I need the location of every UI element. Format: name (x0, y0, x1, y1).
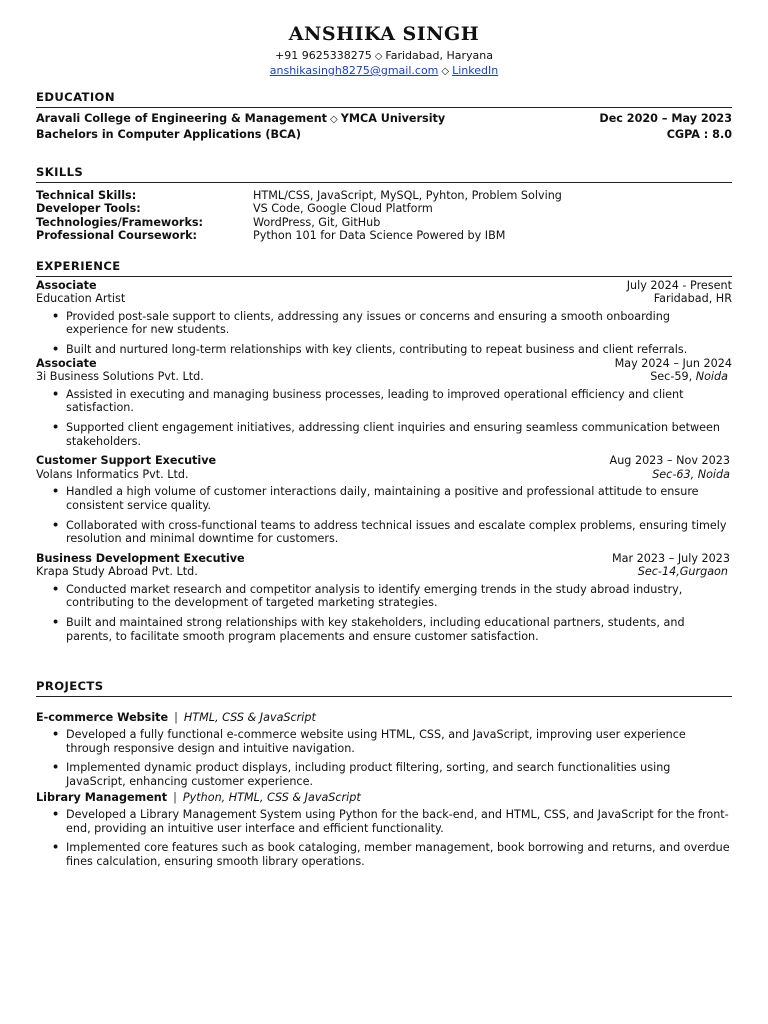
job-bullets (36, 485, 732, 545)
job-entry (36, 552, 732, 644)
education-section (36, 91, 732, 142)
project-tech: HTML, CSS & JavaScript (183, 710, 316, 724)
degree: Bachelors in Computer Applications (BCA) (36, 128, 301, 142)
skills-label: Technologies/Frameworks: (36, 215, 204, 229)
job-dates: July 2024 - Present (626, 278, 732, 292)
project-bullets (36, 808, 732, 868)
skills-label: Developer Tools: (36, 202, 141, 216)
job-role: Business Development Executive (36, 551, 245, 565)
job-role: Associate (36, 356, 97, 370)
skills-value: Python 101 for Data Science Powered by IBM (253, 229, 506, 243)
job-location: Sec-59, Noida (650, 370, 728, 384)
job-dates: Mar 2023 – July 2023 (612, 551, 730, 565)
job-bullets (36, 583, 732, 643)
job-bullets (36, 388, 732, 448)
project-entry (36, 791, 732, 869)
job-dates: Aug 2023 – Nov 2023 (609, 454, 730, 468)
education-row-1 (36, 112, 732, 127)
linkedin-link[interactable]: LinkedIn (452, 64, 499, 77)
list-item: • Handled a high volume of customer interactions daily, maintaining a positive and professional attitude to ensure consistent service quality. (66, 485, 732, 512)
projects-section (36, 680, 732, 875)
contact-line-2 (36, 64, 732, 79)
cgpa: CGPA : 8.0 (666, 128, 732, 142)
college-name: Aravali College of Engineering & Management (36, 111, 328, 125)
section-title: SKILLS (36, 166, 732, 183)
job-company: 3i Business Solutions Pvt. Ltd. (36, 370, 204, 384)
list-item: • Built and nurtured long-term relationships with key clients, contributing to repeat business and client referrals. (66, 343, 732, 357)
job-dates: May 2024 – Jun 2024 (614, 356, 732, 370)
divider: | (173, 790, 177, 804)
email-link[interactable]: anshikasingh8275@gmail.com (269, 64, 439, 77)
list-item: • Assisted in executing and managing business processes, leading to improved operational efficiency and client satisfaction. (66, 388, 732, 415)
list-item: • Developed a Library Management System using Python for the back-end, and HTML, CSS, and JavaScript for the front-end, providing an intuitive user interface and efficient functionality. (66, 808, 732, 835)
job-entry (36, 357, 732, 449)
job-entry (36, 279, 732, 357)
project-tech: Python, HTML, CSS & JavaScript (182, 790, 361, 804)
phone-number: +91 9625338275 (275, 49, 372, 62)
education-row-2 (36, 128, 732, 142)
skills-value: HTML/CSS, JavaScript, MySQL, Pyhton, Problem Solving (253, 188, 562, 202)
diamond-separator-icon: ◇ (374, 51, 383, 62)
skills-value: VS Code, Google Cloud Platform (253, 202, 433, 216)
experience-section (36, 260, 732, 649)
job-location: Sec-14,Gurgaon (637, 565, 728, 579)
project-entry (36, 711, 732, 789)
section-title: EDUCATION (36, 91, 732, 108)
job-location: Sec-63, Noida (652, 467, 730, 481)
divider: | (174, 710, 178, 724)
job-role: Associate (36, 278, 97, 292)
location: Faridabad, Haryana (385, 49, 493, 62)
section-title: EXPERIENCE (36, 260, 732, 277)
list-item: • Implemented core features such as book cataloging, member management, book borrowing and returns, and overdue fines calculation, ensuring smooth library operations. (66, 841, 732, 868)
skills-row (36, 202, 732, 216)
list-item: • Developed a fully functional e-commerce website using HTML, CSS, and JavaScript, improving user experience through responsive design and intuitive navigation. (66, 728, 732, 755)
job-company: Volans Informatics Pvt. Ltd. (36, 467, 189, 481)
skills-label: Professional Coursework: (36, 229, 198, 243)
skills-value: WordPress, Git, GitHub (253, 215, 381, 229)
job-role: Customer Support Executive (36, 454, 217, 468)
job-location: Faridabad, HR (653, 292, 732, 306)
list-item: • Built and maintained strong relationships with key stakeholders, including educational partners, students, and parents, to facilitate smooth program placements and ensure customer satisfaction. (66, 616, 732, 643)
skills-row (36, 189, 732, 203)
list-item: • Supported client engagement initiatives, addressing client inquiries and ensuring seamless communication between stakeholders. (66, 421, 732, 448)
contact-line-1 (36, 49, 732, 64)
list-item: • Conducted market research and competitor analysis to identify emerging trends in the study abroad industry, contributing to the development of targeted marketing strategies. (66, 583, 732, 610)
university-name: YMCA University (340, 111, 446, 125)
section-title: PROJECTS (36, 680, 732, 697)
list-item: • Collaborated with cross-functional teams to address technical issues and escalate complex problems, ensuring timely resolution and minimal downtime for customers. (66, 519, 732, 546)
diamond-separator-icon: ◇ (330, 113, 338, 125)
job-company: Krapa Study Abroad Pvt. Ltd. (36, 565, 198, 579)
job-entry (36, 454, 732, 546)
skills-label: Technical Skills: (36, 188, 137, 202)
job-bullets (36, 310, 732, 357)
skills-row (36, 216, 732, 230)
project-bullets (36, 728, 732, 788)
job-company: Education Artist (36, 292, 126, 306)
project-name: Library Management (36, 790, 168, 804)
diamond-separator-icon: ◇ (441, 66, 450, 77)
candidate-name: ANSHIKA SINGH (288, 23, 480, 45)
project-name: E-commerce Website (36, 710, 169, 724)
skills-row (36, 229, 732, 243)
skills-section (36, 166, 732, 243)
list-item: • Provided post-sale support to clients, addressing any issues or concerns and ensuring a smooth onboarding experience for new students. (66, 310, 732, 337)
education-dates: Dec 2020 – May 2023 (599, 111, 732, 125)
list-item: • Implemented dynamic product displays, including product filtering, sorting, and search functionalities using JavaScript, enhancing customer experience. (66, 761, 732, 788)
